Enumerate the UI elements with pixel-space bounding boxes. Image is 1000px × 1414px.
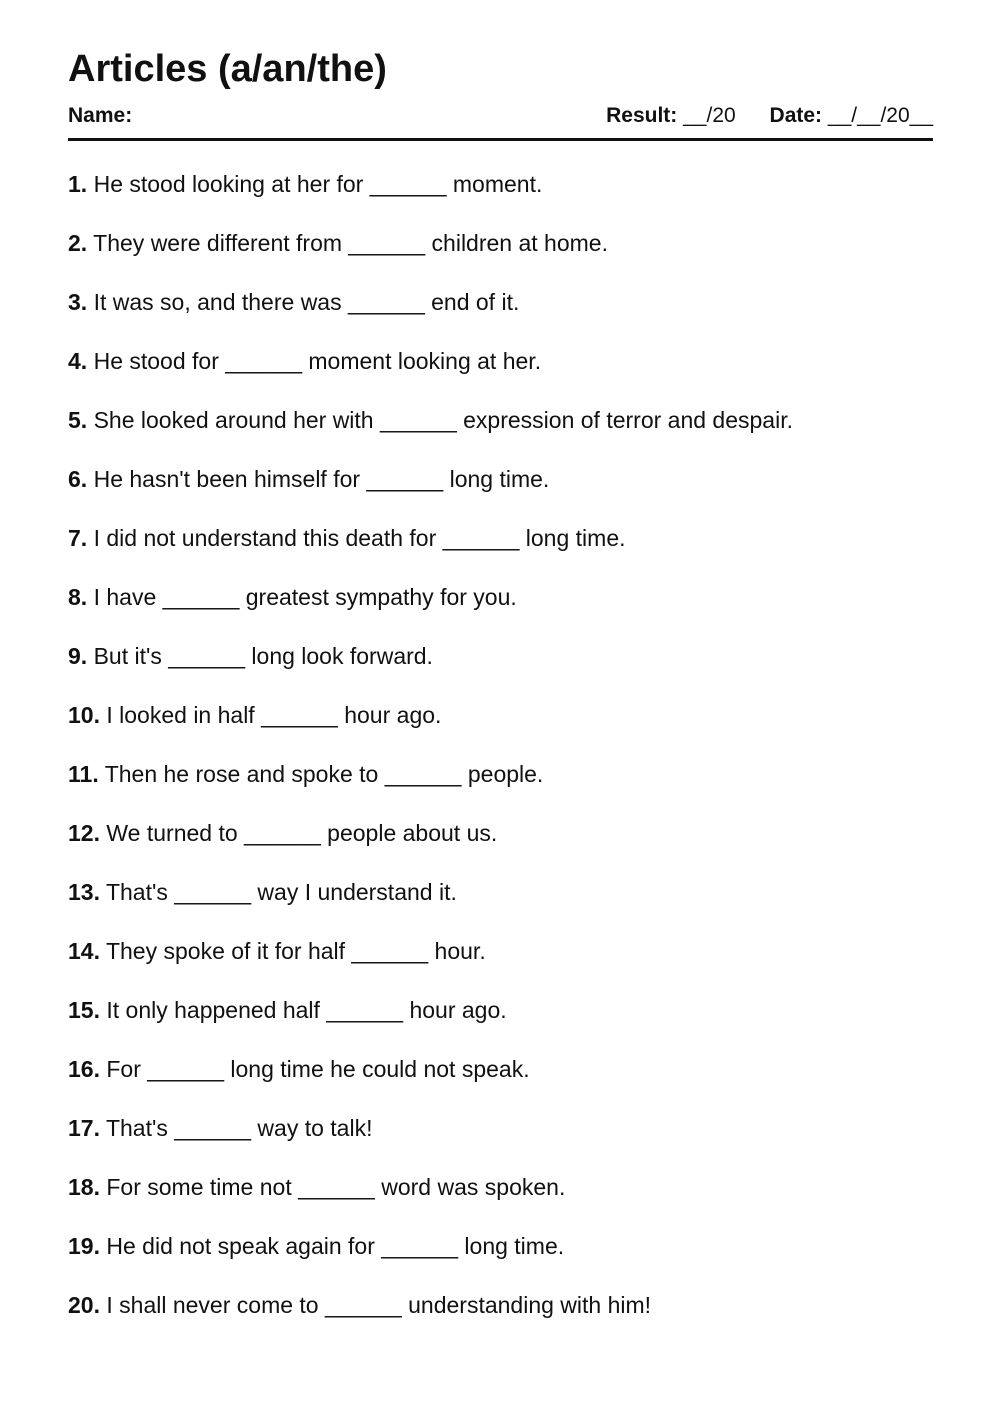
question-number: 11. [68, 761, 99, 787]
question-number: 13. [68, 879, 100, 905]
question-item [68, 815, 933, 874]
question-number: 6. [68, 466, 88, 492]
question-item [68, 461, 933, 520]
question-number: 9. [68, 643, 88, 669]
question-item [68, 992, 933, 1051]
question-text: It only happened half ______ hour ago. [106, 997, 507, 1023]
question-number: 12. [68, 820, 100, 846]
date-value: __/__/20__ [827, 104, 933, 127]
question-text: For ______ long time he could not speak. [106, 1056, 530, 1082]
question-item [68, 1228, 933, 1287]
question-number: 7. [68, 525, 88, 551]
question-text: For some time not ______ word was spoken. [106, 1174, 566, 1200]
question-text: He did not speak again for ______ long time. [106, 1233, 565, 1259]
result-and-date [606, 102, 933, 130]
question-item [68, 1287, 933, 1346]
question-text: They spoke of it for half ______ hour. [105, 938, 486, 964]
worksheet-title: Articles (a/an/the) [68, 48, 387, 90]
question-item [68, 1169, 933, 1228]
question-item [68, 520, 933, 579]
question-number: 19. [68, 1233, 100, 1259]
question-number: 17. [68, 1115, 100, 1141]
question-item [68, 697, 933, 756]
question-number: 10. [68, 702, 100, 728]
question-item [68, 579, 933, 638]
question-text: That's ______ way I understand it. [105, 879, 457, 905]
question-item [68, 166, 933, 225]
question-number: 4. [68, 348, 88, 374]
question-text: It was so, and there was ______ end of it. [93, 289, 520, 315]
question-item [68, 402, 933, 461]
result-value: __/20 [683, 104, 736, 127]
question-number: 16. [68, 1056, 100, 1082]
question-item [68, 756, 933, 815]
question-number: 3. [68, 289, 88, 315]
question-number: 20. [68, 1292, 100, 1318]
question-number: 18. [68, 1174, 100, 1200]
question-text: He stood looking at her for ______ moment. [93, 171, 543, 197]
question-text: They were different from ______ children at home. [93, 230, 608, 256]
question-text: He stood for ______ moment looking at her. [93, 348, 542, 374]
question-text: I shall never come to ______ understanding with him! [106, 1292, 652, 1318]
question-number: 1. [68, 171, 88, 197]
question-item [68, 343, 933, 402]
question-text: I have ______ greatest sympathy for you. [93, 584, 517, 610]
question-text: I looked in half ______ hour ago. [106, 702, 442, 728]
question-text: That's ______ way to talk! [105, 1115, 373, 1141]
question-item [68, 874, 933, 933]
question-number: 14. [68, 938, 100, 964]
question-item [68, 284, 933, 343]
question-item [68, 1051, 933, 1110]
header-divider [68, 138, 933, 141]
result-label: Result: [606, 104, 678, 127]
question-text: She looked around her with ______ expression of terror and despair. [93, 407, 793, 433]
question-text: Then he rose and spoke to ______ people. [104, 761, 544, 787]
question-item [68, 1110, 933, 1169]
question-item [68, 933, 933, 992]
question-number: 5. [68, 407, 88, 433]
question-number: 8. [68, 584, 88, 610]
question-number: 15. [68, 997, 100, 1023]
question-text: We turned to ______ people about us. [106, 820, 498, 846]
question-text: I did not understand this death for ______ long time. [93, 525, 626, 551]
question-text: But it's ______ long look forward. [93, 643, 433, 669]
question-item [68, 225, 933, 284]
date-label: Date: [769, 104, 823, 127]
question-text: He hasn't been himself for ______ long time. [93, 466, 550, 492]
worksheet-header-fields [68, 102, 933, 130]
question-item [68, 638, 933, 697]
question-number: 2. [68, 230, 88, 256]
question-list [68, 166, 933, 1346]
name-label: Name: [68, 104, 133, 127]
